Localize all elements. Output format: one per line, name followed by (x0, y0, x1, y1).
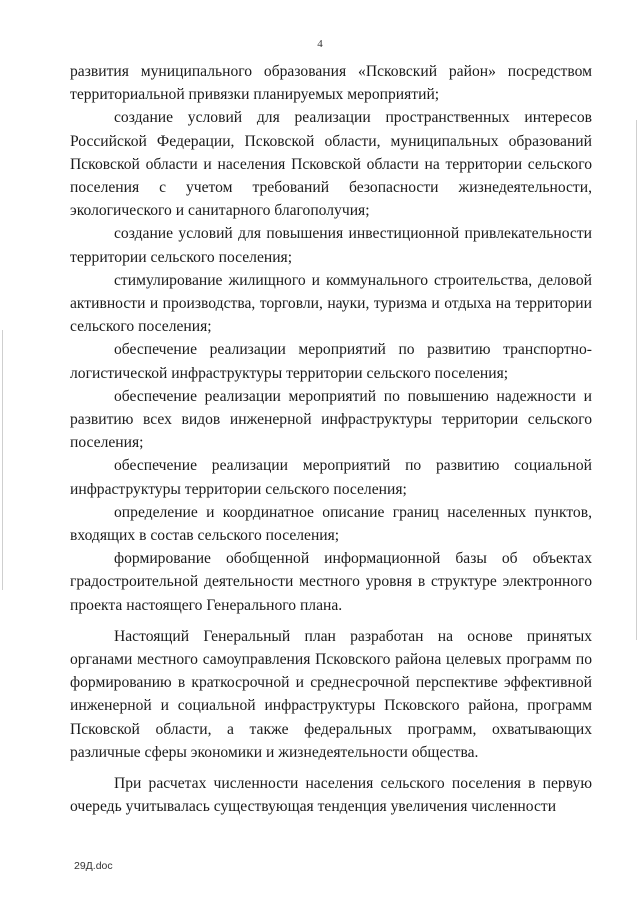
paragraph-5: обеспечение реализации мероприятий по развитию транспортно-логистической инфраструктуры территории сельского поселения; (70, 341, 592, 382)
paragraph-1: развития муниципального образования «Псковский район» посредством территориальной привязки планируемых мероприятий; (70, 63, 592, 104)
paragraph-10: Настоящий Генеральный план разработан на основе принятых органами местного самоуправления Псковского района целевых программ по формированию в краткосрочной и среднесрочной перспективе эффективной инженерной и социальной инфраструктуры Псковского района, программ Псковской области, а также федеральных программ, охватывающих различные сферы экономики и жизнедеятельности общества. (70, 627, 592, 761)
document-body (70, 60, 592, 819)
paragraph-6: обеспечение реализации мероприятий по повышению надежности и развитию всех видов инженерной инфраструктуры территории сельского поселения; (70, 387, 592, 452)
paragraph-2: создание условий для реализации пространственных интересов Российской Федерации, Псковской области, муниципальных образований Псковской области и населения Псковской области на территории сельского поселения с учетом требований безопасности жизнедеятельности, экологического и санитарного благополучия; (70, 109, 592, 220)
paragraph-7: обеспечение реализации мероприятий по развитию социальной инфраструктуры территории сельского поселения; (70, 457, 592, 498)
paragraph-11: При расчетах численности населения сельского поселения в первую очередь учитывалась существующая тенденция увеличения численности (70, 775, 592, 816)
paragraph-9: формирование обобщенной информационной базы об объектах градостроительной деятельности местного уровня в структуре электронного проекта настоящего Генерального плана. (70, 550, 592, 614)
paragraph-8: определение и координатное описание границ населенных пунктов, входящих в состав сельского поселения; (70, 503, 592, 545)
paragraph-4: стимулирование жилищного и коммунального строительства, деловой активности и производства, торговли, науки, туризма и отдыха на территории сельского поселения; (70, 271, 592, 336)
scan-edge-left (2, 330, 3, 590)
scan-edge-right (636, 120, 637, 640)
page-number: 4 (317, 38, 323, 50)
paragraph-3: создание условий для повышения инвестиционной привлекательности территории сельского поселения; (70, 225, 592, 266)
footer-filename: 29Д.doc (74, 860, 113, 872)
